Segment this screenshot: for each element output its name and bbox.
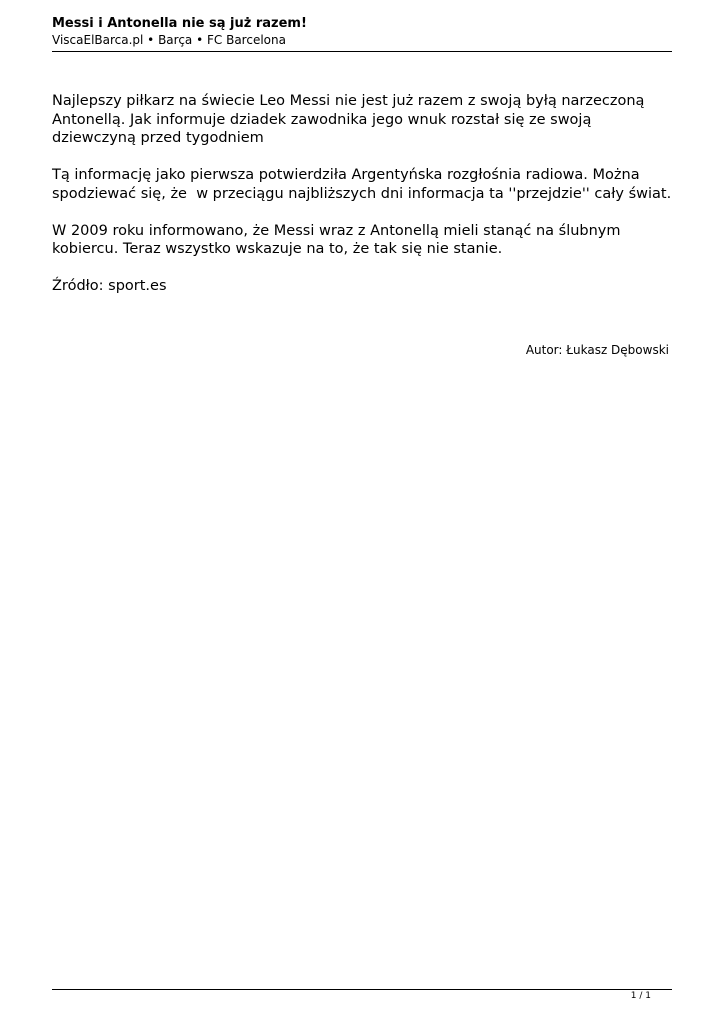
article-paragraph: W 2009 roku informowano, że Messi wraz z Antonellą mieli stanąć na ślubnym kobiercu. Teraz wszystko wskazuje na to, że tak się nie stanie. — [52, 222, 626, 257]
document-header — [52, 15, 672, 48]
article-paragraph: Najlepszy piłkarz na świecie Leo Messi nie jest już razem z swoją byłą narzeczoną Antonellą. Jak informuje dziadek zawodnika jego wnuk rozstał się ze swoją dziewczyną przed tygodniem — [52, 93, 650, 146]
site-subtitle: ViscaElBarca.pl • Barça • FC Barcelona — [52, 33, 286, 47]
page-number: 1 / 1 — [630, 991, 651, 1001]
article-paragraph: Tą informację jako pierwsza potwierdziła Argentyńska rozgłośnia radiowa. Można spodziewać się, że w przeciągu najbliższych dni informacja ta ''przejdzie'' cały świat. — [52, 167, 672, 202]
article-body — [52, 92, 672, 314]
source-line: Źródło: sport.es — [52, 278, 167, 294]
author-line: Autor: Łukasz Dębowski — [525, 343, 669, 357]
article-title: Messi i Antonella nie są już razem! — [52, 16, 307, 31]
header-divider — [52, 51, 672, 52]
footer-divider — [52, 989, 672, 990]
